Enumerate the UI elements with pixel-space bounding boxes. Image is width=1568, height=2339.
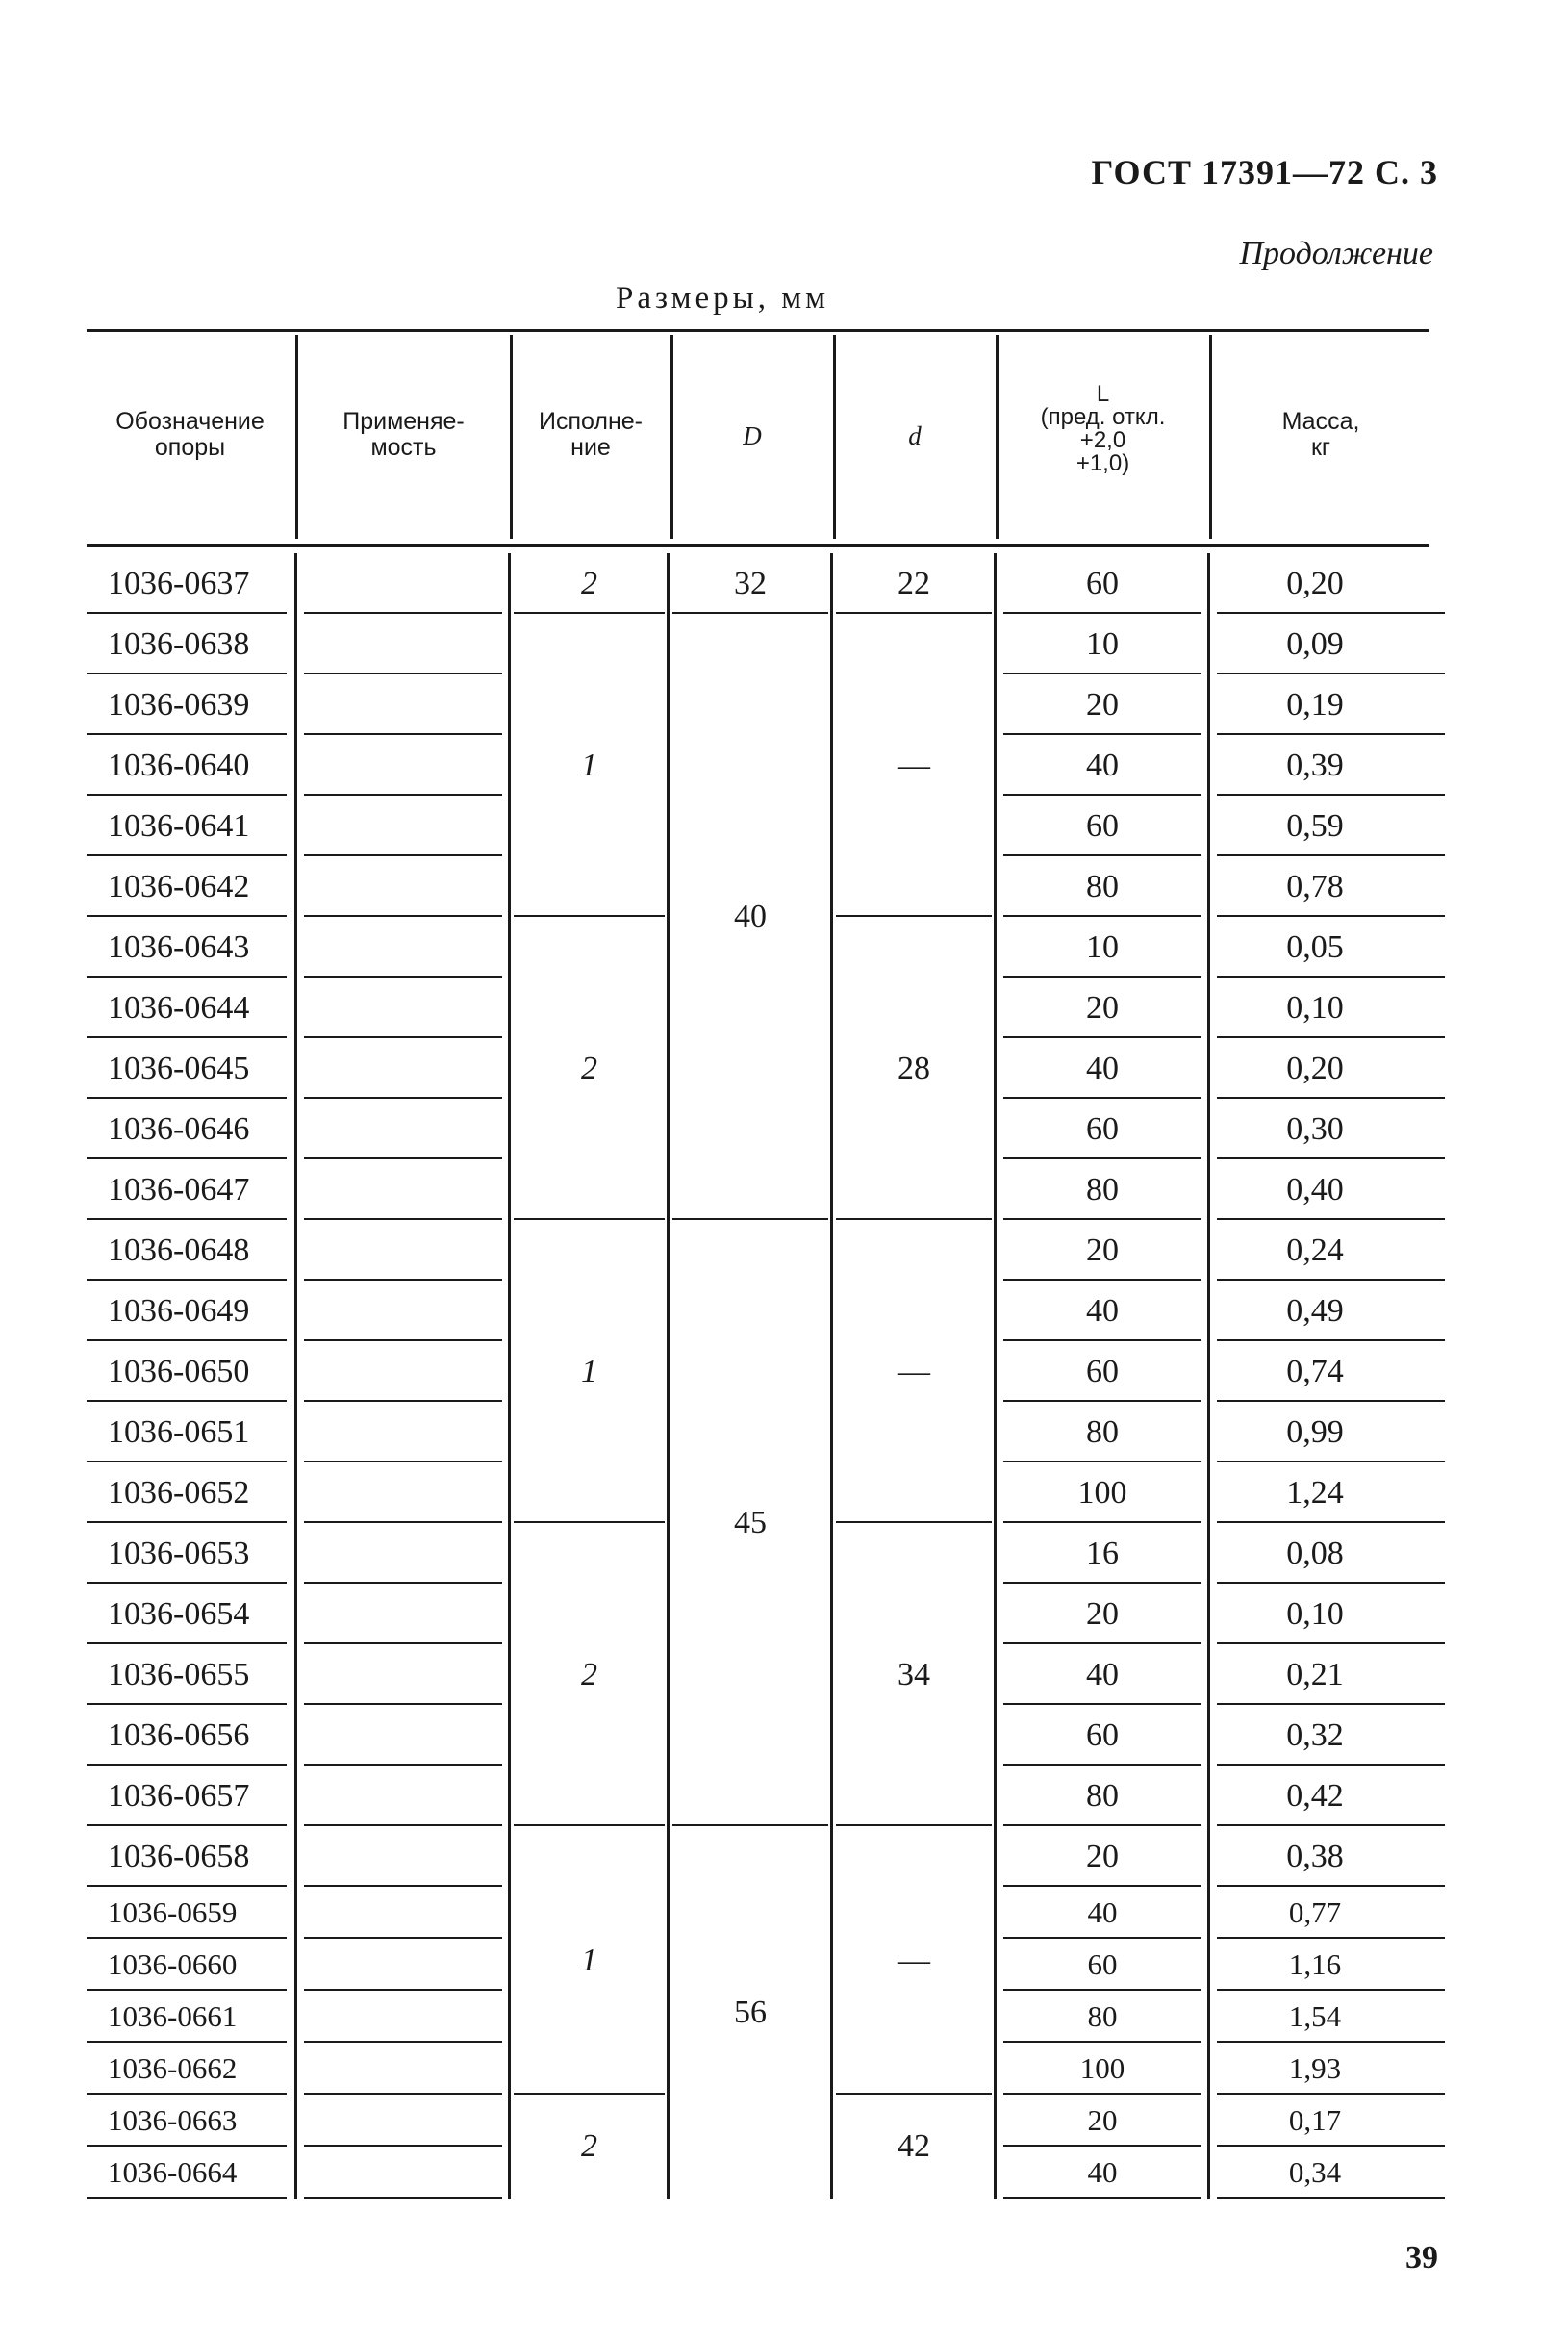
column-header-execution: Исполне- ние	[539, 408, 643, 461]
row-separator	[87, 1989, 287, 1991]
cell-mass: 1,24	[1286, 1474, 1344, 1511]
cell-inner-diameter: 34	[898, 1656, 930, 1692]
column-header-designation: Обозначение опоры	[115, 408, 265, 461]
row-separator	[1217, 1279, 1445, 1281]
cell-designation: 1036-0646	[108, 1110, 250, 1147]
cell-designation: 1036-0652	[108, 1474, 250, 1511]
cell-length: 80	[1086, 1171, 1119, 1208]
cell-length: 10	[1086, 625, 1119, 662]
row-separator	[87, 1642, 287, 1644]
cell-outer-diameter: 40	[734, 899, 767, 934]
row-separator	[87, 1824, 287, 1826]
cell-length: 40	[1087, 2155, 1118, 2189]
row-separator	[1217, 1642, 1445, 1644]
column-header-d: d	[908, 421, 922, 450]
cell-designation: 1036-0650	[108, 1353, 250, 1389]
row-separator	[87, 976, 287, 978]
cell-length: 100	[1079, 2051, 1125, 2085]
row-separator	[304, 1157, 502, 1159]
cell-designation: 1036-0639	[108, 686, 250, 723]
row-separator	[1003, 2145, 1201, 2147]
row-separator	[1217, 854, 1445, 856]
column-header-mass: Масса, кг	[1281, 408, 1360, 461]
row-separator	[1217, 2145, 1445, 2147]
cell-designation: 1036-0637	[108, 565, 250, 601]
column-header-applicability: Применяе- мость	[342, 408, 465, 461]
cell-inner-diameter: —	[898, 1353, 930, 1389]
row-separator	[1217, 1097, 1445, 1099]
row-separator	[1217, 1521, 1445, 1523]
cell-length: 60	[1086, 565, 1119, 601]
cell-mass: 0,32	[1286, 1716, 1344, 1753]
group-separator	[514, 915, 665, 917]
row-separator	[1217, 612, 1445, 614]
cell-mass: 0,20	[1286, 565, 1344, 601]
group-separator	[672, 1218, 828, 1220]
row-separator	[1003, 1279, 1201, 1281]
row-separator	[87, 2145, 287, 2147]
cell-mass: 0,40	[1286, 1171, 1344, 1208]
header-divider	[295, 335, 298, 539]
cell-mass: 0,39	[1286, 747, 1344, 783]
row-separator	[1217, 1036, 1445, 1038]
row-separator	[304, 1937, 502, 1939]
cell-length: 80	[1086, 868, 1119, 904]
row-separator	[304, 612, 502, 614]
cell-length: 40	[1086, 1050, 1119, 1086]
cell-outer-diameter: 32	[734, 565, 767, 601]
cell-length: 60	[1086, 807, 1119, 844]
group-separator	[514, 612, 665, 614]
row-separator	[87, 1703, 287, 1705]
row-separator	[1003, 1097, 1201, 1099]
header-divider	[833, 335, 836, 539]
cell-designation: 1036-0651	[108, 1413, 250, 1450]
row-separator	[304, 1989, 502, 1991]
group-separator	[514, 1218, 665, 1220]
cell-designation: 1036-0640	[108, 747, 250, 783]
row-separator	[304, 2041, 502, 2043]
row-separator	[304, 976, 502, 978]
cell-execution: 2	[581, 1050, 597, 1086]
row-separator	[1003, 1400, 1201, 1402]
cell-mass: 0,10	[1286, 989, 1344, 1026]
cell-designation: 1036-0664	[108, 2155, 238, 2189]
row-separator	[1217, 733, 1445, 735]
cell-designation: 1036-0656	[108, 1716, 250, 1753]
row-separator	[87, 1937, 287, 1939]
row-separator	[1003, 1989, 1201, 1991]
cell-designation: 1036-0649	[108, 1292, 250, 1329]
row-separator	[1217, 1703, 1445, 1705]
group-separator	[836, 1218, 992, 1220]
row-separator	[304, 1339, 502, 1341]
column-divider	[294, 553, 297, 2199]
cell-mass: 0,38	[1286, 1838, 1344, 1874]
row-separator	[304, 1279, 502, 1281]
row-separator	[1003, 733, 1201, 735]
cell-execution: 1	[581, 747, 597, 783]
cell-length: 100	[1077, 1474, 1127, 1511]
cell-length: 20	[1086, 686, 1119, 723]
row-separator	[304, 915, 502, 917]
header-divider	[670, 335, 673, 539]
row-separator	[1003, 1339, 1201, 1341]
cell-mass: 0,59	[1286, 807, 1344, 844]
cell-length: 60	[1086, 1716, 1119, 1753]
row-separator	[87, 1461, 287, 1462]
row-separator	[304, 1097, 502, 1099]
cell-mass: 0,99	[1286, 1413, 1344, 1450]
row-separator	[1003, 1703, 1201, 1705]
row-separator	[304, 733, 502, 735]
row-separator	[1217, 2197, 1445, 2199]
row-separator	[1003, 2093, 1201, 2095]
row-separator	[1003, 612, 1201, 614]
cell-length: 40	[1087, 1895, 1118, 1929]
row-separator	[304, 1885, 502, 1887]
row-separator	[1003, 976, 1201, 978]
row-separator	[1217, 1824, 1445, 1826]
row-separator	[87, 1339, 287, 1341]
row-separator	[1003, 673, 1201, 674]
row-separator	[304, 1764, 502, 1766]
cell-designation: 1036-0658	[108, 1838, 250, 1874]
page-number: 39	[1405, 2240, 1438, 2275]
cell-inner-diameter: 28	[898, 1050, 930, 1086]
cell-designation: 1036-0662	[108, 2051, 238, 2085]
continuation-label: Продолжение	[1239, 236, 1433, 271]
cell-mass: 0,30	[1286, 1110, 1344, 1147]
cell-length: 80	[1086, 1413, 1119, 1450]
row-separator	[87, 2197, 287, 2199]
row-separator	[1217, 1400, 1445, 1402]
cell-mass: 1,54	[1288, 1999, 1342, 2033]
row-separator	[304, 794, 502, 796]
row-separator	[1003, 1461, 1201, 1462]
group-separator	[836, 612, 992, 614]
cell-length: 60	[1086, 1353, 1119, 1389]
cell-designation: 1036-0661	[108, 1999, 238, 2033]
cell-designation: 1036-0644	[108, 989, 250, 1026]
cell-mass: 0,19	[1286, 686, 1344, 723]
group-separator	[672, 612, 828, 614]
row-separator	[87, 1400, 287, 1402]
row-separator	[1217, 673, 1445, 674]
row-separator	[1217, 1157, 1445, 1159]
cell-mass: 0,09	[1286, 625, 1344, 662]
row-separator	[87, 2041, 287, 2043]
cell-designation: 1036-0642	[108, 868, 250, 904]
row-separator	[87, 2093, 287, 2095]
group-separator	[836, 2093, 992, 2095]
row-separator	[304, 1218, 502, 1220]
row-separator	[304, 2093, 502, 2095]
row-separator	[87, 1885, 287, 1887]
row-separator	[1003, 794, 1201, 796]
cell-designation: 1036-0653	[108, 1535, 250, 1571]
row-separator	[1003, 1937, 1201, 1939]
row-separator	[1003, 1885, 1201, 1887]
cell-mass: 0,17	[1288, 2103, 1342, 2137]
cell-designation: 1036-0657	[108, 1777, 250, 1814]
row-separator	[304, 1703, 502, 1705]
cell-length: 40	[1086, 1656, 1119, 1692]
cell-inner-diameter: 42	[898, 2128, 930, 2164]
cell-length: 80	[1087, 1999, 1118, 2033]
row-separator	[1217, 1582, 1445, 1584]
cell-length: 80	[1086, 1777, 1119, 1814]
row-separator	[304, 1461, 502, 1462]
cell-execution: 2	[581, 2128, 597, 2164]
cell-designation: 1036-0641	[108, 807, 250, 844]
cell-mass: 0,08	[1286, 1535, 1344, 1571]
row-separator	[1217, 1339, 1445, 1341]
cell-execution: 1	[581, 1353, 597, 1389]
cell-inner-diameter: —	[898, 747, 930, 783]
row-separator	[304, 1400, 502, 1402]
row-separator	[1003, 2041, 1201, 2043]
row-separator	[1217, 2093, 1445, 2095]
row-separator	[87, 1582, 287, 1584]
row-separator	[1217, 1989, 1445, 1991]
row-separator	[1003, 1521, 1201, 1523]
cell-mass: 0,74	[1286, 1353, 1344, 1389]
row-separator	[1217, 2041, 1445, 2043]
group-separator	[836, 1521, 992, 1523]
cell-execution: 1	[581, 1942, 597, 1978]
row-separator	[87, 1218, 287, 1220]
cell-execution: 2	[581, 1656, 597, 1692]
row-separator	[87, 1279, 287, 1281]
cell-mass: 0,20	[1286, 1050, 1344, 1086]
group-separator	[672, 1824, 828, 1826]
row-separator	[87, 1764, 287, 1766]
row-separator	[304, 1582, 502, 1584]
row-separator	[1217, 976, 1445, 978]
cell-length: 40	[1086, 1292, 1119, 1329]
cell-mass: 0,21	[1286, 1656, 1344, 1692]
cell-designation: 1036-0660	[108, 1947, 238, 1981]
row-separator	[1003, 2197, 1201, 2199]
cell-designation: 1036-0645	[108, 1050, 250, 1086]
header-divider	[1209, 335, 1212, 539]
column-header-L: L (пред. откл. +2,0 +1,0)	[1040, 381, 1166, 476]
cell-length: 20	[1086, 1838, 1119, 1874]
column-header-D: D	[743, 421, 762, 450]
cell-outer-diameter: 45	[734, 1505, 767, 1540]
cell-mass: 0,77	[1288, 1895, 1342, 1929]
cell-length: 20	[1086, 1232, 1119, 1268]
row-separator	[304, 854, 502, 856]
row-separator	[1003, 915, 1201, 917]
cell-designation: 1036-0655	[108, 1656, 250, 1692]
row-separator	[1003, 1218, 1201, 1220]
cell-length: 20	[1086, 1595, 1119, 1632]
row-separator	[1217, 1218, 1445, 1220]
cell-mass: 0,34	[1288, 2155, 1342, 2189]
row-separator	[1217, 1937, 1445, 1939]
row-separator	[1217, 1764, 1445, 1766]
cell-mass: 1,16	[1288, 1947, 1342, 1981]
cell-mass: 1,93	[1288, 2051, 1342, 2085]
row-separator	[304, 1642, 502, 1644]
cell-designation: 1036-0654	[108, 1595, 250, 1632]
group-separator	[836, 915, 992, 917]
row-separator	[304, 1824, 502, 1826]
group-separator	[514, 1521, 665, 1523]
row-separator	[1003, 1642, 1201, 1644]
row-separator	[304, 673, 502, 674]
table-top-rule	[87, 329, 1429, 332]
row-separator	[1003, 1157, 1201, 1159]
cell-execution: 2	[581, 565, 597, 601]
row-separator	[1217, 794, 1445, 796]
cell-mass: 0,24	[1286, 1232, 1344, 1268]
row-separator	[304, 2197, 502, 2199]
cell-length: 60	[1086, 1110, 1119, 1147]
cell-inner-diameter: —	[898, 1942, 930, 1978]
group-separator	[836, 1824, 992, 1826]
row-separator	[87, 1036, 287, 1038]
cell-mass: 0,05	[1286, 928, 1344, 965]
cell-designation: 1036-0638	[108, 625, 250, 662]
dimensions-caption: Размеры, мм	[616, 281, 830, 316]
row-separator	[87, 733, 287, 735]
row-separator	[87, 1521, 287, 1523]
cell-length: 60	[1087, 1947, 1118, 1981]
document-header-title: ГОСТ 17391—72 С. 3	[1091, 153, 1438, 191]
cell-designation: 1036-0659	[108, 1895, 238, 1929]
cell-inner-diameter: 22	[898, 565, 930, 601]
row-separator	[87, 794, 287, 796]
row-separator	[1003, 1764, 1201, 1766]
row-separator	[1003, 854, 1201, 856]
row-separator	[87, 915, 287, 917]
cell-mass: 0,78	[1286, 868, 1344, 904]
cell-length: 20	[1087, 2103, 1118, 2137]
table-header-bottom-rule	[87, 544, 1429, 547]
cell-length: 20	[1086, 989, 1119, 1026]
data-table	[87, 553, 1453, 2199]
cell-mass: 0,42	[1286, 1777, 1344, 1814]
row-separator	[1003, 1824, 1201, 1826]
cell-length: 16	[1086, 1535, 1119, 1571]
cell-designation: 1036-0647	[108, 1171, 250, 1208]
row-separator	[87, 854, 287, 856]
cell-designation: 1036-0648	[108, 1232, 250, 1268]
header-divider	[996, 335, 999, 539]
cell-designation: 1036-0643	[108, 928, 250, 965]
cell-mass: 0,10	[1286, 1595, 1344, 1632]
row-separator	[87, 1157, 287, 1159]
row-separator	[1003, 1036, 1201, 1038]
row-separator	[1217, 1885, 1445, 1887]
row-separator	[304, 2145, 502, 2147]
cell-designation: 1036-0663	[108, 2103, 238, 2137]
row-separator	[1003, 1582, 1201, 1584]
row-separator	[87, 1097, 287, 1099]
group-separator	[514, 2093, 665, 2095]
cell-outer-diameter: 56	[734, 1994, 767, 2030]
row-separator	[1217, 915, 1445, 917]
cell-length: 40	[1086, 747, 1119, 783]
group-separator	[514, 1824, 665, 1826]
row-separator	[304, 1036, 502, 1038]
row-separator	[1217, 1461, 1445, 1462]
cell-length: 10	[1086, 928, 1119, 965]
row-separator	[87, 673, 287, 674]
header-divider	[510, 335, 513, 539]
row-separator	[304, 1521, 502, 1523]
cell-mass: 0,49	[1286, 1292, 1344, 1329]
row-separator	[87, 612, 287, 614]
